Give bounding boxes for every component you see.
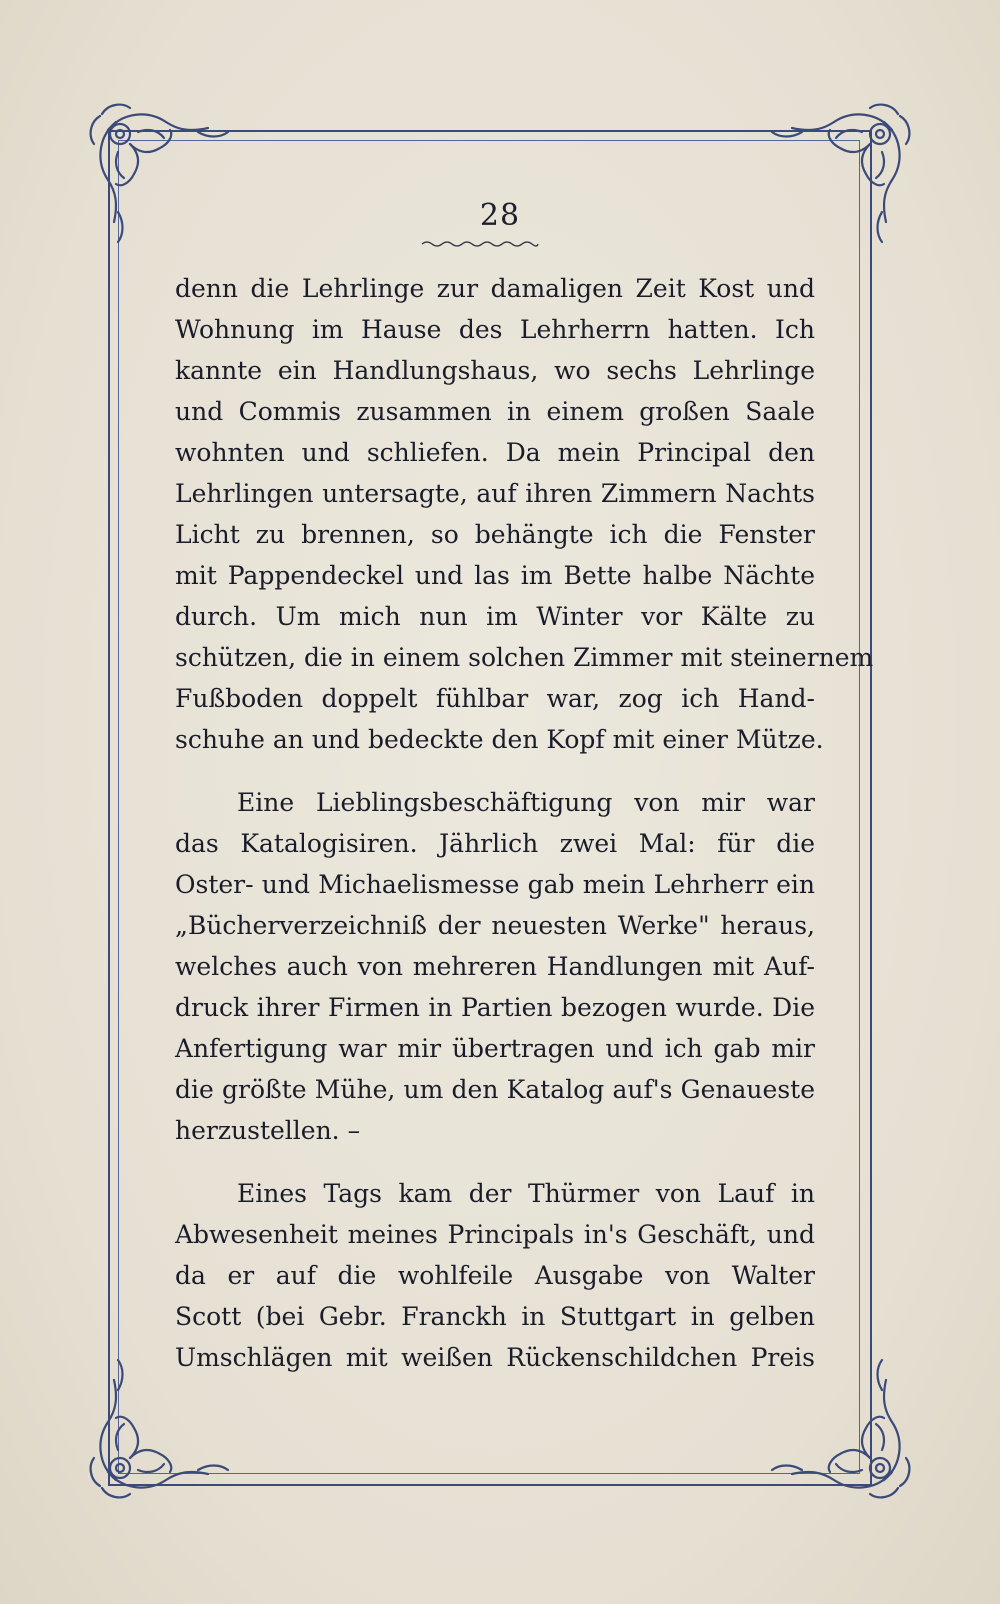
paragraph-gap	[175, 760, 815, 782]
text-line: schuhe an und bedeckte den Kopf mit einer Mütze.	[175, 725, 824, 754]
text-line: durch. Um mich nun im Winter vor Kälte zu	[175, 602, 815, 631]
text-line: Umschlägen mit weißen Rückenschildchen Preis	[175, 1343, 815, 1372]
page-number: 28	[479, 198, 521, 233]
text-line: mit Pappendeckel und las im Bette halbe Nächte	[175, 561, 815, 590]
corner-ornament-top-left	[78, 92, 248, 262]
text-line: da er auf die wohlfeile Ausgabe von Walter	[175, 1261, 815, 1290]
text-line: druck ihrer Firmen in Partien bezogen wurde. Die	[175, 993, 815, 1022]
text-line: denn die Lehrlinge zur damaligen Zeit Kost und	[175, 274, 815, 303]
text-line: wohnten und schliefen. Da mein Principal den	[175, 438, 815, 467]
paragraph-gap	[175, 1151, 815, 1173]
text-line: das Katalogisiren. Jährlich zwei Mal: für die	[175, 829, 815, 858]
text-line: Fußboden doppelt fühlbar war, zog ich Hand-	[175, 684, 815, 713]
page-number-underline	[420, 238, 540, 248]
text-line: Abwesenheit meines Principals in's Geschäft, und	[175, 1220, 815, 1249]
text-line: Eines Tags kam der Thürmer von Lauf in	[237, 1179, 815, 1208]
text-line: die größte Mühe, um den Katalog auf's Genaueste	[175, 1075, 815, 1104]
text-line: Anfertigung war mir übertragen und ich gab mir	[175, 1034, 815, 1063]
text-line: „Bücherverzeichniß der neuesten Werke" heraus,	[175, 911, 815, 940]
text-line: Oster- und Michaelismesse gab mein Lehrherr ein	[175, 870, 815, 899]
corner-ornament-top-right	[752, 92, 922, 262]
text-line: Eine Lieblingsbeschäftigung von mir war	[237, 788, 815, 817]
text-line: Scott (bei Gebr. Franckh in Stuttgart in gelben	[175, 1302, 815, 1331]
text-line: Wohnung im Hause des Lehrherrn hatten. Ich	[175, 315, 815, 344]
text-line: und Commis zusammen in einem großen Saale	[175, 397, 815, 426]
text-line: schützen, die in einem solchen Zimmer mit steinernem	[175, 643, 874, 672]
text-line: Lehrlingen untersagte, auf ihren Zimmern Nachts	[175, 479, 815, 508]
text-line: herzustellen. –	[175, 1116, 361, 1145]
text-line: welches auch von mehreren Handlungen mit Auf-	[175, 952, 815, 981]
body-text	[175, 268, 874, 1378]
text-line: kannte ein Handlungshaus, wo sechs Lehrlinge	[175, 356, 815, 385]
text-line: Licht zu brennen, so behängte ich die Fenster	[175, 520, 815, 549]
